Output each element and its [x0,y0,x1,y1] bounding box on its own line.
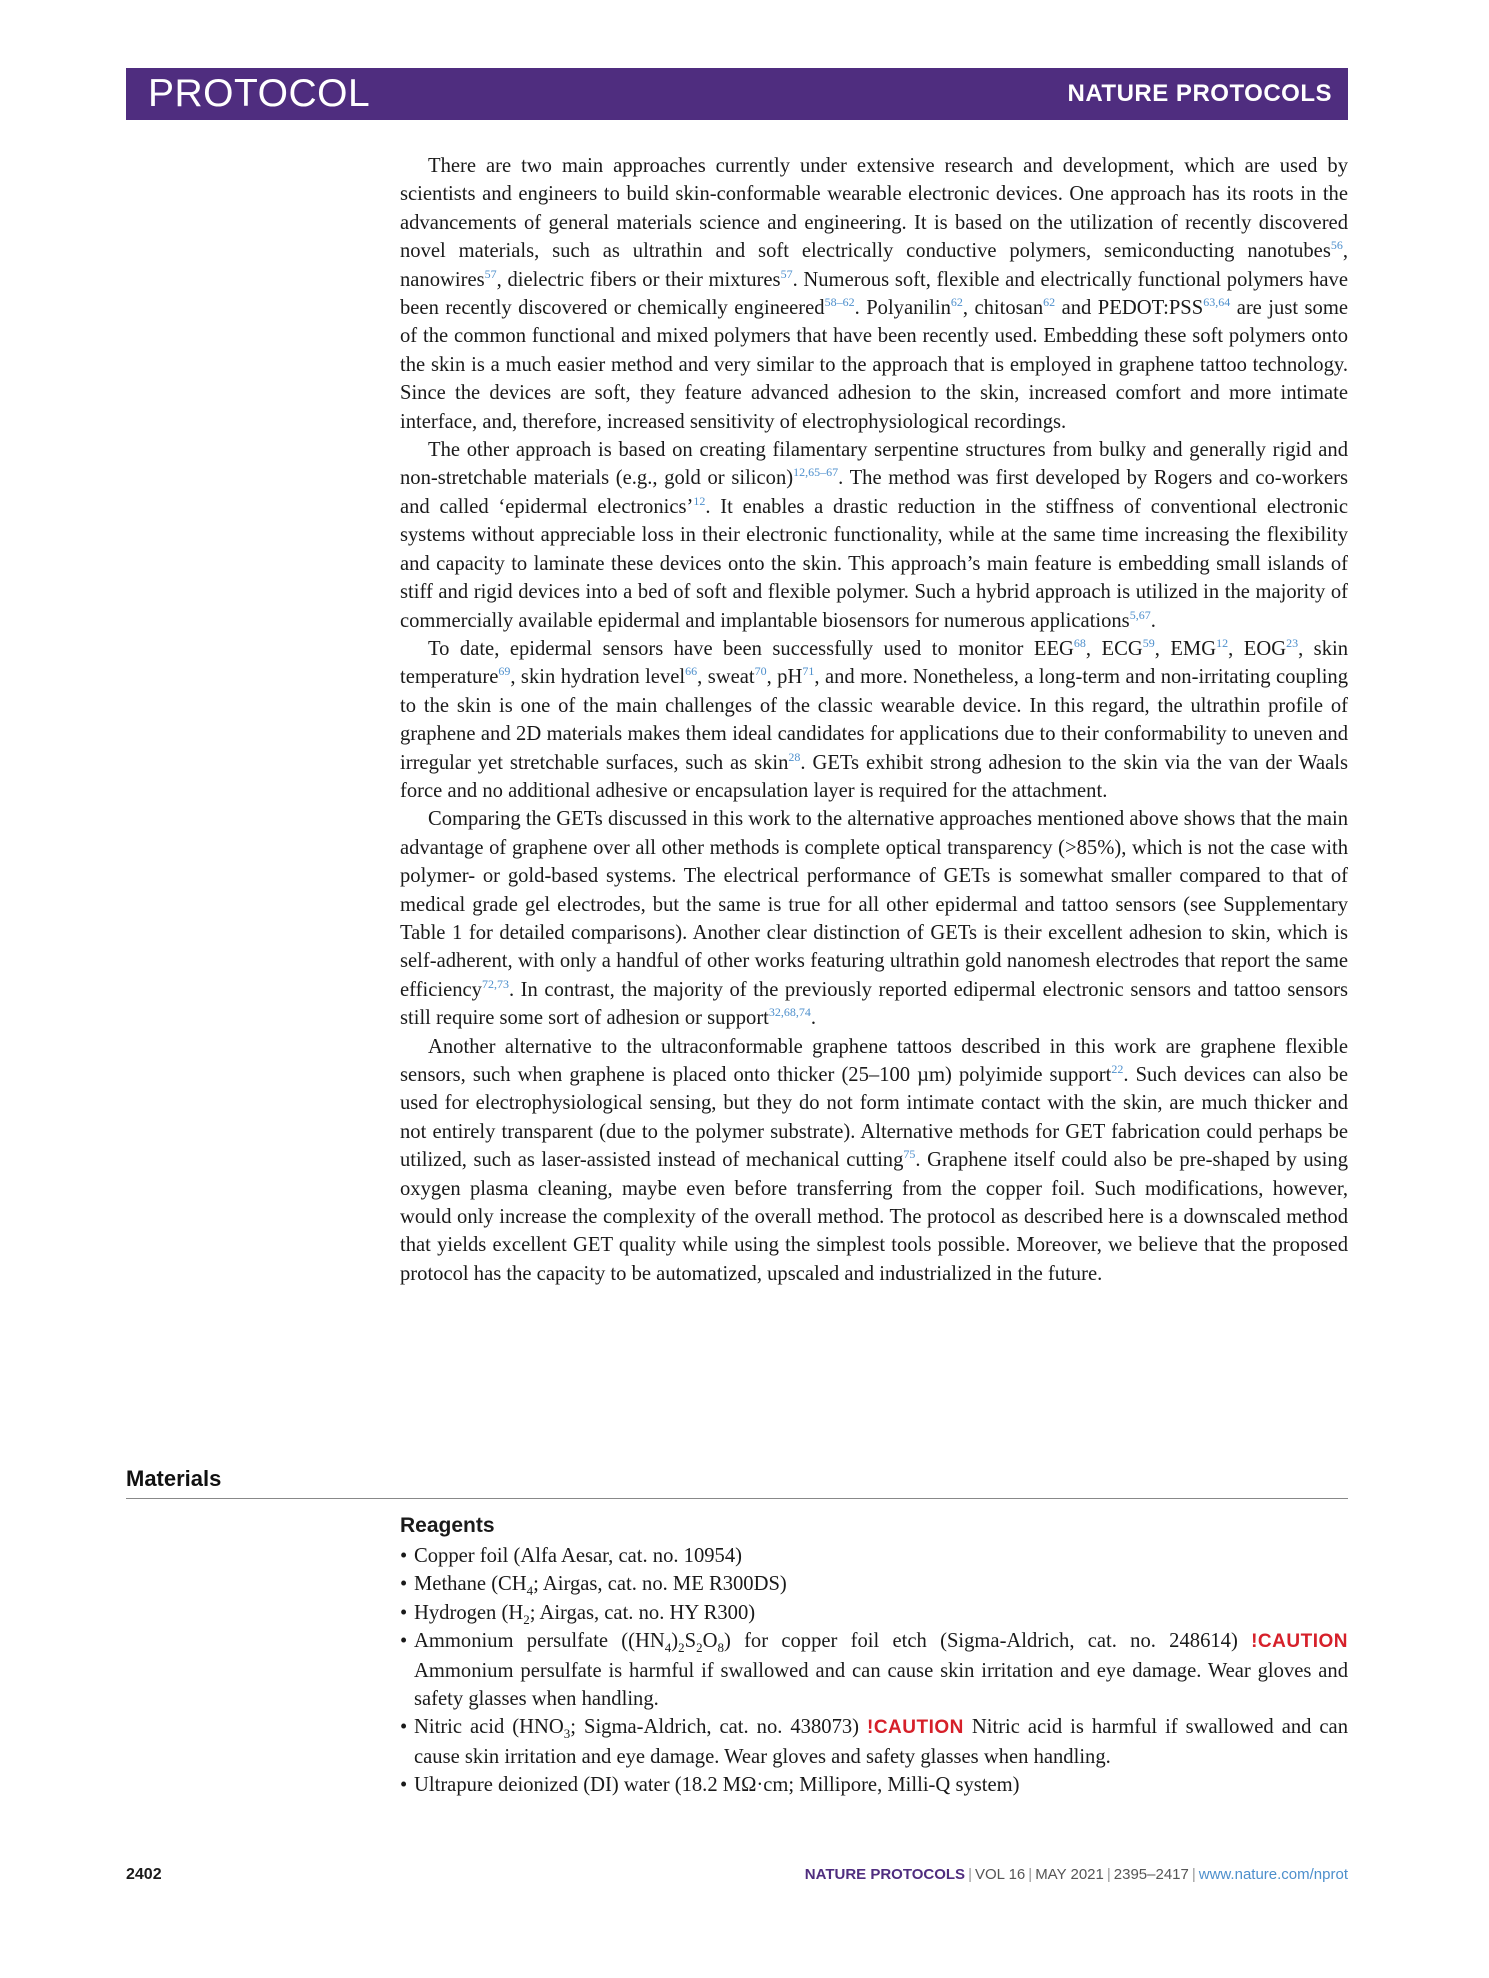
paragraph-2: The other approach is based on creating filamentary serpentine structures from bulky and generally rigid and non-stretchable materials (e.g., gold or silicon)$^{12,65-67}$. The method was first developed by Rogers and co-workers and called ‘epidermal electronics’$^{12}$. It enables a drastic reduction in the stiffness of conventional electronic systems without appreciable loss in their electronic functionality, while at the same time increasing the flexibility and capacity to laminate these devices onto the skin. This approach’s main feature is embedding small islands of stiff and rigid devices into a bed of soft and flexible polymer. Such a hybrid approach is utilized in the majority of commercially available epidermal and implantable biosensors for numerous applications$^{5,67}$. [400,439,1348,632]
footer-url-link[interactable]: www.nature.com/nprot [1198,1866,1348,1883]
section-divider [126,1498,1348,1499]
citation-link[interactable]: 23 [1286,636,1299,651]
citation-link[interactable]: 66 [685,664,698,679]
reagents-list [400,1542,1348,1800]
citation-link[interactable]: 12 [693,494,706,509]
footer-separator: | [1191,1866,1196,1883]
footer-separator: | [968,1866,972,1883]
footer-separator: | [1028,1866,1033,1883]
citation-link[interactable]: 62 [1043,295,1056,310]
citation-link[interactable]: 12,65–67 [793,465,839,480]
paragraph-1: There are two main approaches currently under extensive research and development, which are used by scientists and engineers to build skin-conformable wearable electronic devices. One approach has its roots in the advancements of general materials science and engineering. It is based on the utilization of recently discovered novel materials, such as ultrathin and soft electrically conductive polymers, semiconducting nanotubes$^{56}$, nanowires$^{57}$, dielectric fibers or their mixtures$^{57}$. Numerous soft, flexible and electrically functional polymers have been recently discovered or chemically engineered$^{58-62}$. Polyanilin$^{62}$, chitosan$^{62}$ and PEDOT:PSS$^{63,64}$ are just some of the common functional and mixed polymers that have been recently used. Embedding these soft polymers onto the skin is a much easier method and very similar to the approach that is employed in graphene tattoo technology. Since the devices are soft, they feature advanced adhesion to the skin, increased comfort and more intimate interface, and, therefore, increased sensitivity of electrophysiological recordings. [400,155,1348,433]
citation-link[interactable]: 75 [903,1147,916,1162]
page-number: 2402 [126,1866,162,1883]
footer-pages: 2395–2417 [1113,1866,1189,1883]
citation-link[interactable]: 12 [1216,636,1229,651]
paragraph-4: Comparing the GETs discussed in this work to the alternative approaches mentioned above shows that the main advantage of graphene over all other methods is complete optical transparency (>85%), which is not the case with polymer- or gold-based systems. The electrical performance of GETs is somewhat smaller compared to that of medical grade gel electrodes, but the same is true for all other epidermal and tattoo sensors (see Supplementary Table 1 for detailed comparisons). Another clear distinction of GETs is their excellent adhesion to skin, which is self-adherent, with only a handful of other works featuring ultrathin gold nanomesh electrodes that report the same efficiency$^{72,73}$. In contrast, the majority of the previously reported edipermal electronic sensors and tattoo sensors still require some sort of adhesion or support$^{32,68,74}$. [400,808,1348,1030]
citation-link[interactable]: 63,64 [1203,295,1231,310]
citation-link[interactable]: 59 [1142,636,1155,651]
citation-link[interactable]: 5,67 [1129,607,1151,622]
citation-link[interactable]: 72,73 [481,976,509,991]
footer-separator: | [1106,1866,1111,1883]
paragraph-3: To date, epidermal sensors have been successfully used to monitor EEG$^{68}$, ECG$^{59}$, EMG$^{12}$, EOG$^{23}$, skin temperature$^{69}$, skin hydration level$^{66}$, sweat$^{70}$, $pH^{71}$, and more. Nonetheless, a long-term and non-irritating coupling to the skin is one of the main challenges of the classic wearable device. In this regard, the ultrathin profile of graphene and 2D materials makes them ideal candidates for applications due to their conformability to uneven and irregular yet stretchable surfaces, such as skin$^{28}$. GETs exhibit strong adhesion to the skin via the van der Waals force and no additional adhesive or encapsulation layer is required for the attachment. [400,636,1349,802]
citation-link[interactable]: 69 [498,664,511,679]
citation-link[interactable]: 56 [1330,238,1343,253]
citation-link[interactable]: 70 [754,664,767,679]
caution-label: !CAUTION [867,1717,964,1739]
footer-volume: VOL 16 [974,1866,1026,1883]
citation-link[interactable]: 57 [484,266,497,281]
section-title-materials: Materials [126,1466,222,1491]
citation-link[interactable]: 32,68,74 [768,1005,811,1020]
body-text [400,152,1348,1288]
footer-journal: NATURE PROTOCOLS [804,1866,966,1883]
citation-link[interactable]: 62 [950,295,963,310]
list-item: • Copper foil (Alfa Aesar, cat. no. 10954) [400,1542,1348,1570]
citation-link[interactable]: 68 [1073,636,1086,651]
citation-link[interactable]: 57 [780,266,793,281]
citation-link[interactable]: 22 [1111,1062,1124,1077]
subsection-title-reagents: Reagents [400,1514,495,1537]
list-item: • Methane ($CH_4$; Airgas, cat. no. ME R300DS) [400,1570,1348,1598]
citation-link[interactable]: 71 [802,664,815,679]
citation-link[interactable]: 58–62 [824,295,855,310]
list-item: • Hydrogen ($H_2$; Airgas, cat. no. HY R300) [400,1599,1348,1627]
list-item: • Ultrapure deionized (DI) water (18.2 MΩ·cm; Millipore, Milli-Q system) [400,1771,1348,1799]
paragraph-5: Another alternative to the ultraconformable graphene tattoos described in this work are graphene flexible sensors, such when graphene is placed onto thicker (25–100 µm) polyimide support$^{22}$. Such devices can also be used for electrophysiological sensing, but they do not form intimate contact with the skin, are much thicker and not entirely transparent (due to the polymer substrate). Alternative methods for GET fabrication could perhaps be utilized, such as laser-assisted instead of mechanical cutting$^{75}$. Graphene itself could also be pre-shaped by using oxygen plasma cleaning, maybe even before transferring from the copper foil. Such modifications, however, would only increase the complexity of the overall method. The protocol as described here is a downscaled method that yields excellent GET quality while using the simplest tools possible. Moreover, we believe that the proposed protocol has the capacity to be automatized, upscaled and industrialized in the future. [400,1035,1348,1285]
footer-citation [805,1866,1348,1883]
header-section-label: PROTOCOL [148,72,371,115]
list-item: • Nitric acid ($HNO_3$; Sigma-Aldrich, cat. no. 438073) !CAUTION Nitric acid is harmful if swallowed and can cause skin irritation and eye damage. Wear gloves and safety glasses when handling. [400,1713,1348,1771]
footer-date: MAY 2021 [1035,1866,1104,1883]
page-header [126,68,1348,120]
caution-label: !CAUTION [1251,1631,1348,1653]
header-journal-name: NATURE PROTOCOLS [1067,80,1332,107]
citation-link[interactable]: 28 [788,749,801,764]
reagents-section [400,1514,1348,1800]
list-item: • Ammonium persulfate $((HN_4)_2S_2O_8)$ for copper foil etch (Sigma-Aldrich, cat. no. 248614) !CAUTION Ammonium persulfate is harmful if swallowed and can cause skin irritation and eye damage. Wear gloves and safety glasses when handling. [400,1627,1348,1713]
